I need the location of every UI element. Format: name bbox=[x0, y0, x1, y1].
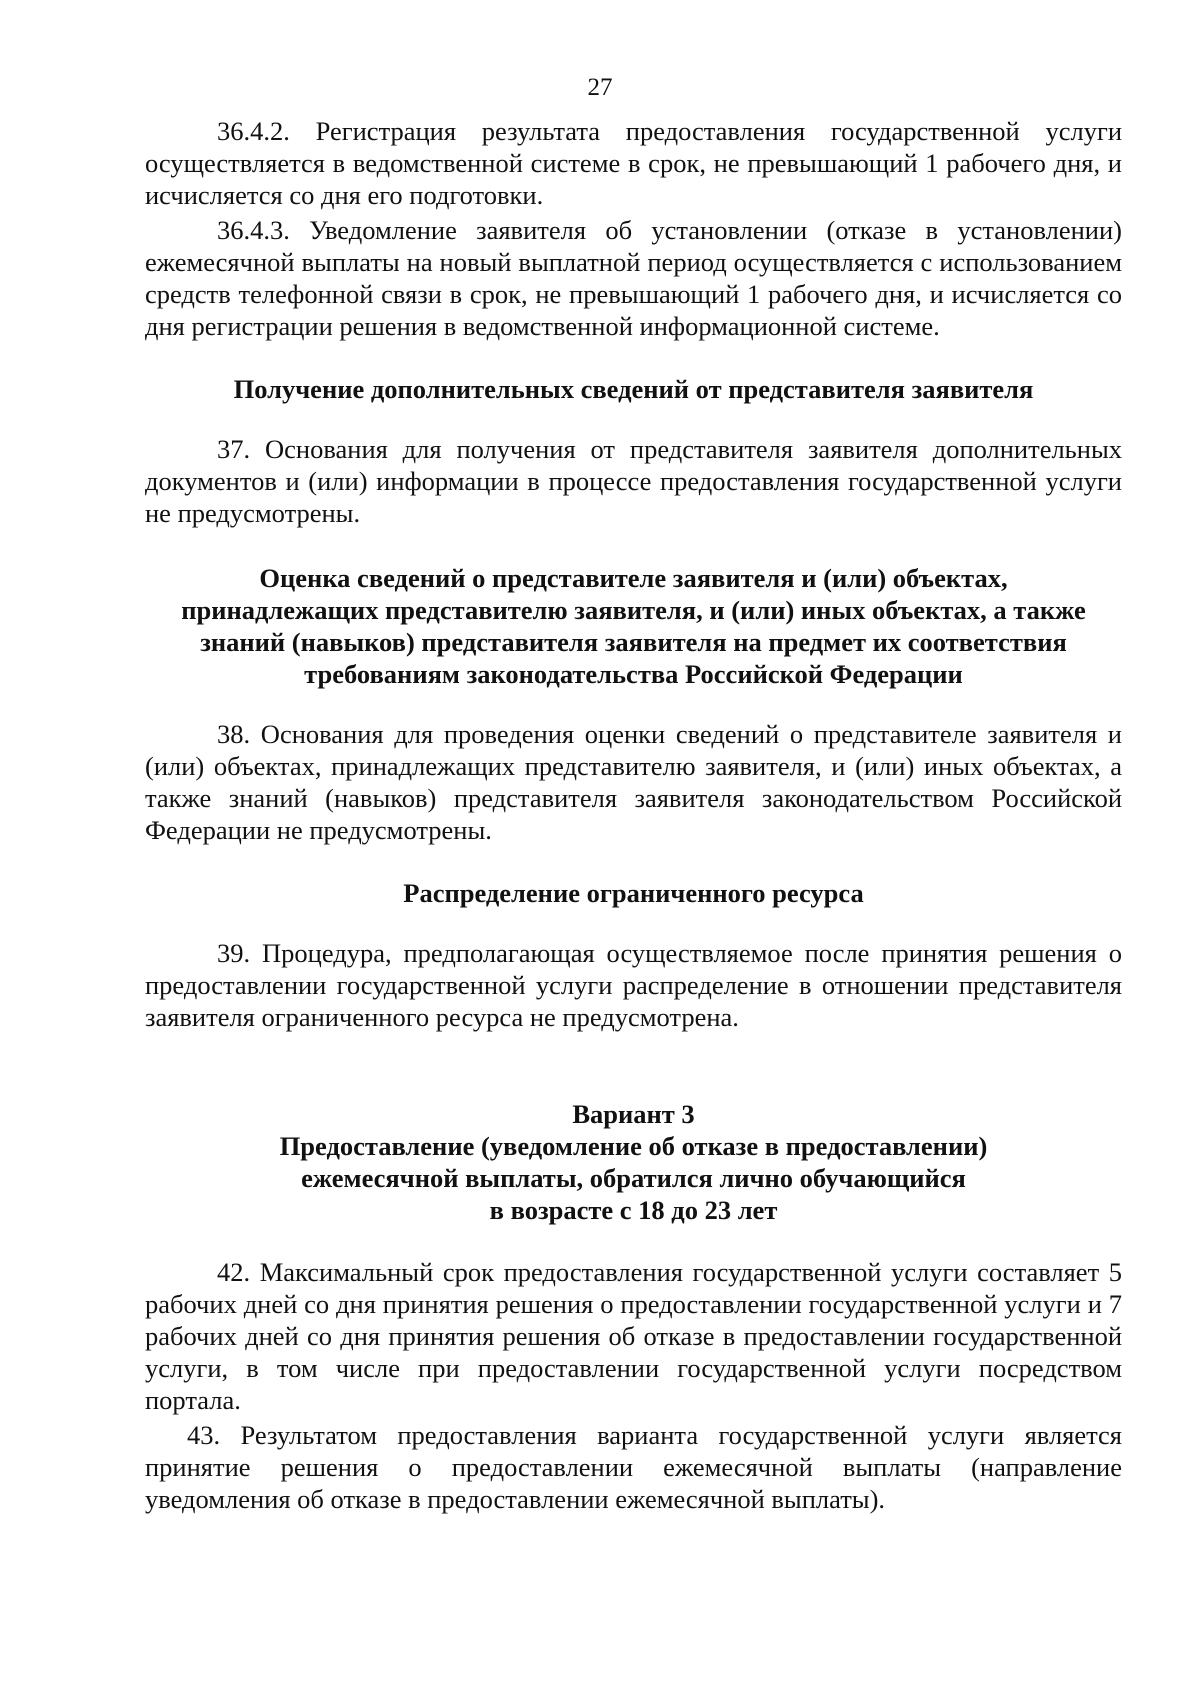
paragraph-38: 38. Основания для проведения оценки сведений о представителе заявителя и (или) объектах, принадлежащих представителю заявителя, и (или) иных объектах, а также знаний (навыков) представителя заявителя законодательством Российской Федерации не предусмотрены. bbox=[145, 719, 1122, 845]
heading-assessment-line-4: требованиям законодательства Российской Федерации bbox=[304, 659, 963, 689]
heading-assessment-line-1: Оценка сведений о представителе заявителя и (или) объектах, bbox=[259, 563, 1008, 593]
spacer bbox=[145, 1226, 1122, 1256]
paragraph-42: 42. Максимальный срок предоставления государственной услуги составляет 5 рабочих дней со дня принятия решения о предоставлении государственной услуги и 7 рабочих дней со дня принятия решения об отказе в предоставлении государственной услуги, в том числе при предоставлении государственной услуги посредством портала. bbox=[145, 1257, 1122, 1415]
heading-assessment bbox=[145, 562, 1122, 690]
heading-variant-line-1: Вариант 3 bbox=[572, 1099, 695, 1129]
paragraph-36-4-2: 36.4.2. Регистрация результата предоставления государственной услуги осуществляется в ведомственной системе в срок, не превышающий 1 рабочего дня, и исчисляется со дня его подготовки. bbox=[145, 116, 1122, 210]
heading-variant-3 bbox=[145, 1098, 1122, 1226]
spacer bbox=[145, 909, 1122, 937]
spacer bbox=[145, 345, 1122, 373]
document-body bbox=[145, 115, 1122, 1518]
paragraph-43: 43. Результатом предоставления варианта государственной услуги является принятие решения о предоставлении ежемесячной выплаты (направление уведомления об отказе в предоставлении ежемесячной выплаты). bbox=[145, 1420, 1122, 1514]
heading-variant-line-2: Предоставление (уведомление об отказе в предоставлении) bbox=[279, 1131, 988, 1161]
spacer bbox=[145, 690, 1122, 718]
spacer bbox=[145, 532, 1122, 562]
paragraph-39: 39. Процедура, предполагающая осуществляемое после принятия решения о предоставлении государственной услуги распределение в отношении представителя заявителя ограниченного ресурса не предусмотрена. bbox=[145, 938, 1122, 1032]
paragraph-37: 37. Основания для получения от представителя заявителя дополнительных документов и (или) информации в процессе предоставления государственной услуги не предусмотрены. bbox=[145, 434, 1122, 528]
heading-variant-line-3: ежемесячной выплаты, обратился лично обучающийся bbox=[301, 1163, 966, 1193]
page-number: 27 bbox=[587, 74, 613, 101]
heading-additional-info: Получение дополнительных сведений от представителя заявителя bbox=[233, 374, 1034, 404]
spacer bbox=[145, 405, 1122, 433]
heading-assessment-line-2: принадлежащих представителю заявителя, и (или) иных объектах, а также bbox=[181, 595, 1086, 625]
spacer bbox=[145, 849, 1122, 877]
heading-variant-line-4: в возрасте с 18 до 23 лет bbox=[489, 1195, 778, 1225]
heading-resource-distribution: Распределение ограниченного ресурса bbox=[403, 878, 864, 908]
spacer bbox=[145, 1036, 1122, 1098]
paragraph-36-4-3: 36.4.3. Уведомление заявителя об установлении (отказе в установлении) ежемесячной выплаты на новый выплатной период осуществляется с использованием средств телефонной связи в срок, не превышающий 1 рабочего дня, и исчисляется со дня регистрации решения в ведомственной информационной системе. bbox=[145, 215, 1122, 341]
heading-assessment-line-3: знаний (навыков) представителя заявителя на предмет их соответствия bbox=[200, 627, 1067, 657]
